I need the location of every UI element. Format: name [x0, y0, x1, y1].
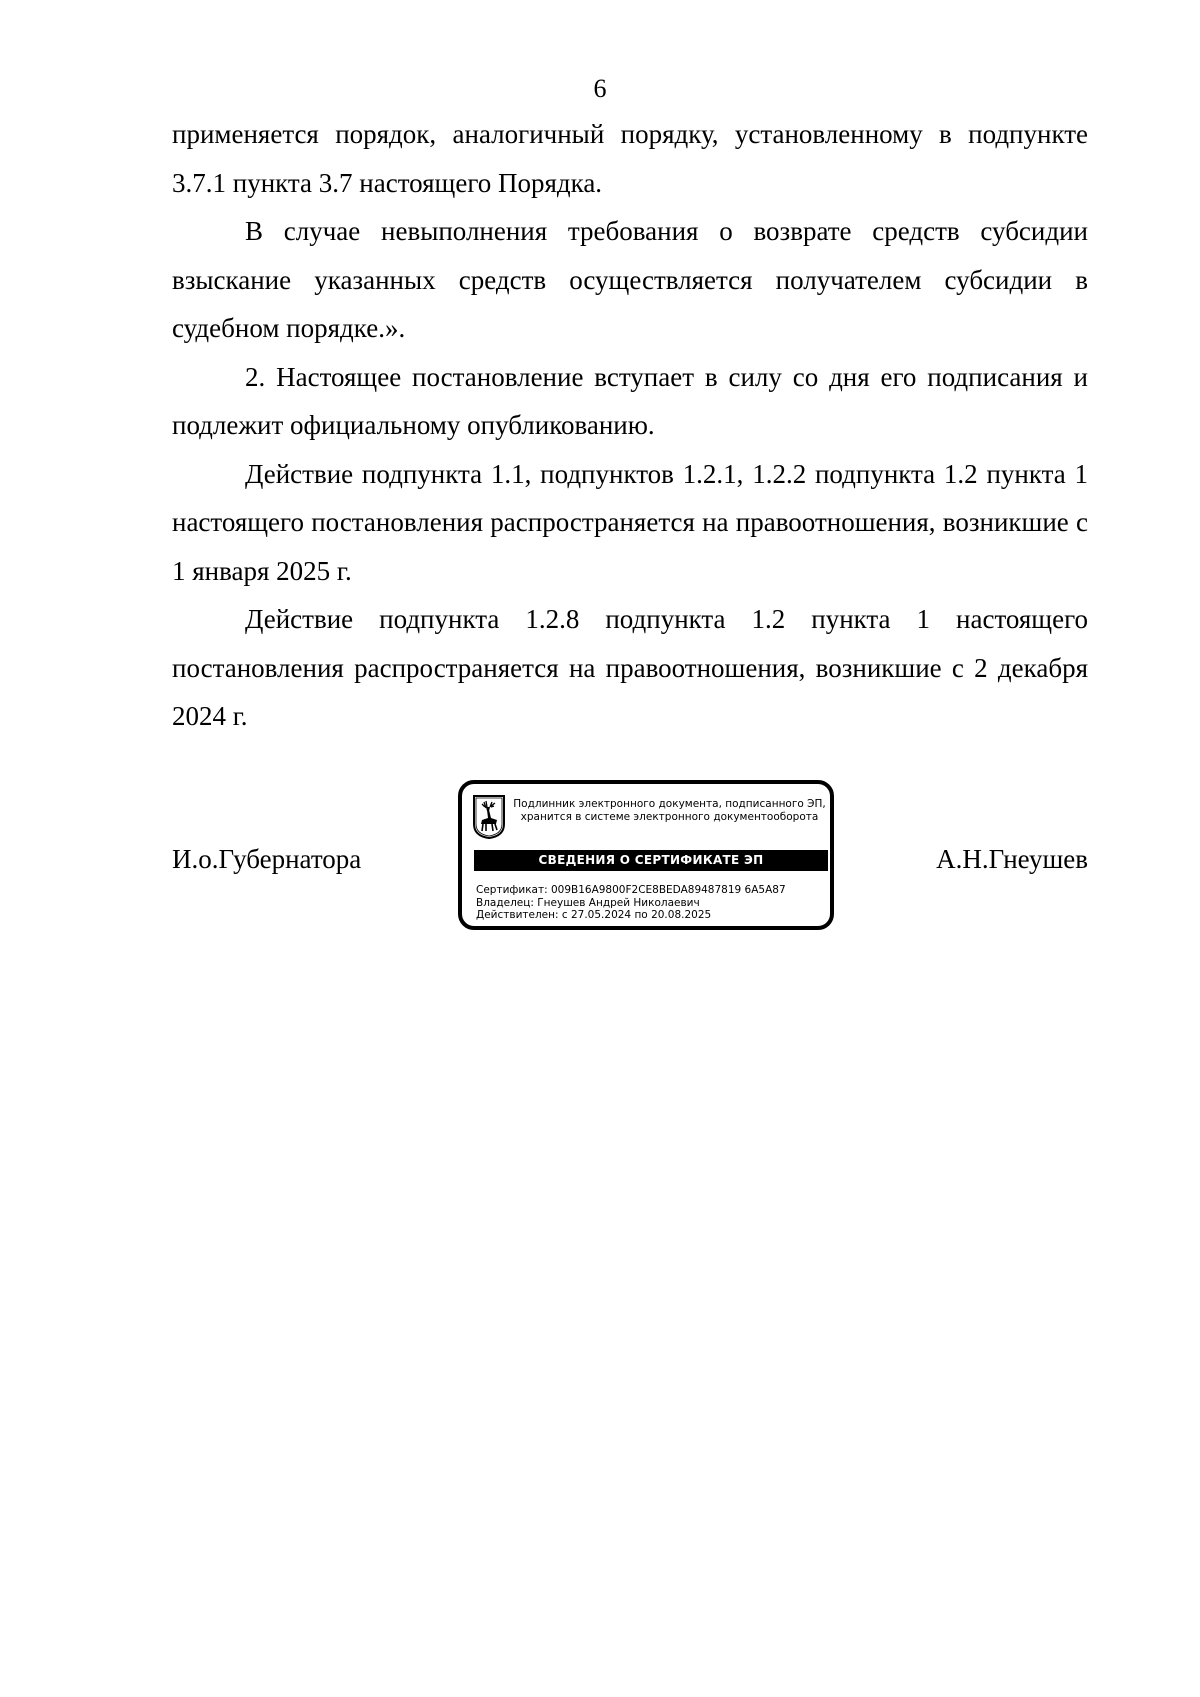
certificate-owner: Владелец: Гнеушев Андрей Николаевич [476, 896, 700, 909]
deer-coat-of-arms-icon [472, 794, 506, 840]
certificate-details [476, 884, 826, 922]
electronic-signature-stamp [458, 780, 834, 930]
stamp-caption [512, 798, 827, 824]
signature-block [172, 780, 1088, 940]
paragraph-entry-into-force: 2. Настоящее постановление вступает в силу со дня его подписания и подлежит официальному опубликованию. [172, 361, 1088, 440]
paragraph-refund-recovery: В случае невыполнения требования о возврате средств субсидии взыскание указанных средств осуществляется получателем субсидии в судебном порядке.». [172, 216, 1088, 343]
stamp-caption-line: хранится в системе электронного документооборота [520, 811, 819, 823]
document-body [172, 110, 1088, 741]
paragraph-effect-2024: Действие подпункта 1.2.8 подпункта 1.2 пункта 1 настоящего постановления распространяется на правоотношения, возникшие с 2 декабря 2024 г. [172, 604, 1088, 731]
certificate-validity: Действителен: с 27.05.2024 по 20.08.2025 [476, 909, 712, 921]
page-number: 6 [593, 74, 607, 103]
stamp-header-bar: СВЕДЕНИЯ О СЕРТИФИКАТЕ ЭП [474, 850, 828, 871]
signatory-title: И.о.Губернатора [172, 844, 362, 874]
paragraph-effect-2025: Действие подпункта 1.1, подпунктов 1.2.1, 1.2.2 подпункта 1.2 пункта 1 настоящего постановления распространяется на правоотношения, возникшие с 1 января 2025 г. [172, 458, 1088, 586]
signatory-name: А.Н.Гнеушев [936, 844, 1088, 874]
paragraph-continuation: применяется порядок, аналогичный порядку, установленному в подпункте 3.7.1 пункта 3.7 настоящего Порядка. [172, 119, 1088, 198]
certificate-number: Сертификат: 009B16A9800F2CE8BEDA89487819 6A5A87 [476, 884, 786, 896]
stamp-caption-line: Подлинник электронного документа, подписанного ЭП, [513, 798, 826, 810]
